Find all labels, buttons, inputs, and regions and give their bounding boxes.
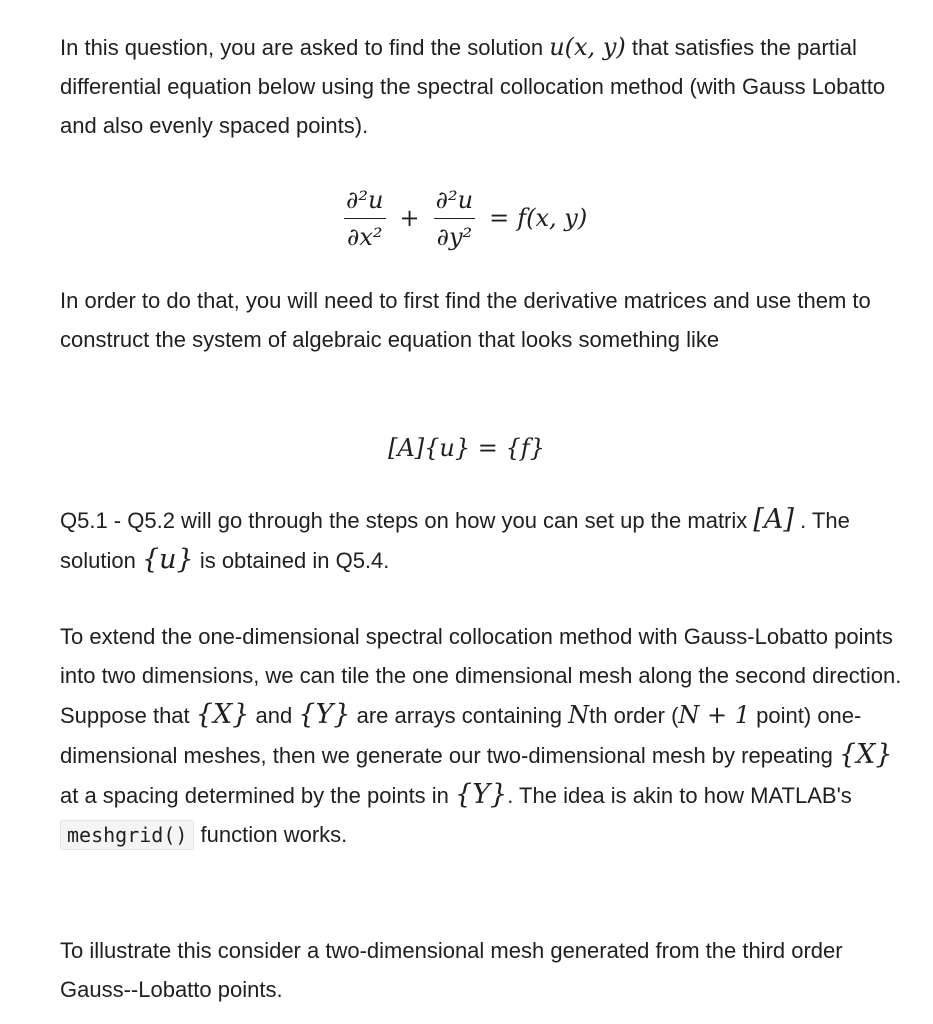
fraction-d2u-dx2 [344,186,386,251]
plus-operator: + [399,204,420,232]
math-u-xy: u(x, y) [549,33,626,61]
steps-text-c: is obtained in Q5.4. [193,548,390,573]
math-N-plus-1: N + 1 [678,701,751,729]
steps-paragraph [60,500,910,580]
frac2-numerator: ∂²u [434,186,476,219]
frac1-numerator: ∂²u [344,186,386,219]
mesh-text-f: at a spacing determined by the points in [60,783,456,808]
math-N: N [568,701,590,729]
intro-text-a: In this question, you are asked to find the solution [60,35,550,60]
mesh-text-b: and [249,703,299,728]
mesh-text-d: th order ( [589,703,679,728]
mesh-text-h: function works. [194,822,348,847]
matrix-equation [0,433,933,463]
math-Y-points: {Y} [455,779,508,810]
math-X-repeat: {X} [839,739,893,770]
intro-text-b: that satisfies the partial differential equation below using the spectral collocation method (with Gauss Lobatto and also evenly spaced points). [60,35,886,138]
math-Y: {Y} [298,699,351,730]
derivative-paragraph: In order to do that, you will need to first find the derivative matrices and use them to construct the system of algebraic equation that looks something like [60,288,871,352]
frac1-denominator: ∂x² [346,222,383,251]
illustrate-paragraph: To illustrate this consider a two-dimensional mesh generated from the third order Gauss--Lobatto points. [60,938,843,1002]
math-vector-u: {u} [141,544,194,575]
intro-paragraph [60,28,900,145]
math-X: {X} [195,699,250,730]
fraction-d2u-dy2 [434,186,476,251]
steps-text-b: . The solution [60,508,850,573]
mesh-text-a: To extend the one-dimensional spectral collocation method with Gauss-Lobatto points into two dimensions, we can tile the one dimensional mesh along the second direction. Suppose that [60,624,902,728]
mesh-text-e: point) one-dimensional meshes, then we generate our two-dimensional mesh by repeating [60,703,862,768]
steps-text-a: Q5.1 - Q5.2 will go through the steps on how you can set up the matrix [60,508,754,533]
math-matrix-A: [A] [753,504,794,535]
meshgrid-code: meshgrid() [60,820,194,850]
pde-equation [338,178,587,258]
mesh-text-c: are arrays containing [350,703,569,728]
mesh-text-g: . The idea is akin to how MATLAB's [507,783,852,808]
mesh-paragraph [60,617,910,855]
matrix-equation-text: [A]{u} = {f} [388,434,545,462]
frac2-denominator: ∂y² [436,222,473,251]
rhs-fxy: f(x, y) [517,204,588,232]
equals-operator: = [489,204,510,232]
